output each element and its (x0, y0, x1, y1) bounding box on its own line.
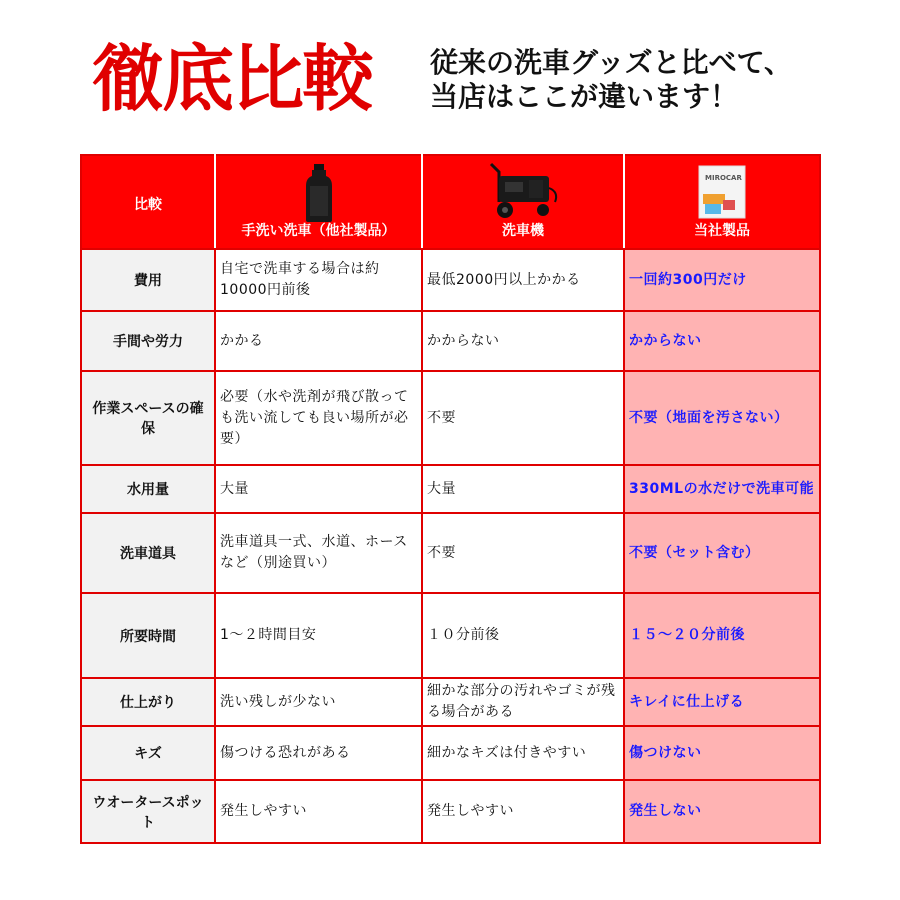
page-subtitle (430, 46, 792, 114)
table-row (81, 780, 820, 843)
our-product-cell: 330MLの水だけで洗車可能 (624, 465, 820, 513)
header-our-product-label: 当社製品 (694, 223, 750, 239)
table-row (81, 726, 820, 780)
product-box-text: MIROCAR (705, 174, 742, 182)
header-hand-wash (215, 155, 422, 249)
table-row (81, 513, 820, 593)
row-label: キズ (81, 726, 215, 780)
table-row (81, 593, 820, 678)
machine-cell: 不要 (422, 371, 624, 465)
machine-cell: 不要 (422, 513, 624, 593)
row-label: 水用量 (81, 465, 215, 513)
pressure-washer-icon (485, 162, 561, 220)
product-box-icon (693, 164, 751, 222)
our-product-cell: かからない (624, 311, 820, 371)
our-product-cell: １５～２０分前後 (624, 593, 820, 678)
our-product-cell: 発生しない (624, 780, 820, 843)
row-label: 所要時間 (81, 593, 215, 678)
hand-wash-cell: 発生しやすい (215, 780, 422, 843)
machine-cell: 発生しやすい (422, 780, 624, 843)
page-header (0, 0, 900, 150)
hand-wash-cell: かかる (215, 311, 422, 371)
comparison-table (80, 154, 821, 844)
hand-wash-cell: 洗い残しが少ない (215, 678, 422, 726)
row-label: 仕上がり (81, 678, 215, 726)
header-hand-wash-label: 手洗い洗車（他社製品） (241, 223, 396, 239)
our-product-cell: キレイに仕上げる (624, 678, 820, 726)
machine-cell: 細かなキズは付きやすい (422, 726, 624, 780)
row-label: 作業スペースの確保 (81, 371, 215, 465)
table-row (81, 249, 820, 311)
header-compare-label: 比較 (134, 197, 162, 213)
machine-cell: 大量 (422, 465, 624, 513)
table-row (81, 465, 820, 513)
table-row (81, 311, 820, 371)
header-machine-label: 洗車機 (502, 223, 544, 239)
machine-cell: １０分前後 (422, 593, 624, 678)
our-product-cell: 傷つけない (624, 726, 820, 780)
header-our-product (624, 155, 820, 249)
row-label: 費用 (81, 249, 215, 311)
table-row (81, 371, 820, 465)
hand-wash-cell: 大量 (215, 465, 422, 513)
our-product-cell: 不要（地面を汚さない） (624, 371, 820, 465)
page-title: 徹底比較 (92, 36, 373, 121)
bottle-icon (304, 164, 334, 222)
header-machine (422, 155, 624, 249)
machine-cell: かからない (422, 311, 624, 371)
hand-wash-cell: 必要（水や洗剤が飛び散っても洗い流しても良い場所が必要） (215, 371, 422, 465)
subtitle-line-1: 従来の洗車グッズと比べて、 (430, 46, 793, 79)
our-product-cell: 不要（セット含む） (624, 513, 820, 593)
table-header-row (81, 155, 820, 249)
hand-wash-cell: 傷つける恐れがある (215, 726, 422, 780)
subtitle-line-2: 当店はここが違います！ (430, 80, 739, 113)
machine-cell: 細かな部分の汚れやゴミが残る場合がある (422, 678, 624, 726)
table-row (81, 678, 820, 726)
hand-wash-cell: 1～２時間目安 (215, 593, 422, 678)
our-product-cell: 一回約300円だけ (624, 249, 820, 311)
row-label: 洗車道具 (81, 513, 215, 593)
row-label: ウオータースポット (81, 780, 215, 843)
row-label: 手間や労力 (81, 311, 215, 371)
header-compare (81, 155, 215, 249)
hand-wash-cell: 洗車道具一式、水道、ホースなど（別途買い） (215, 513, 422, 593)
machine-cell: 最低2000円以上かかる (422, 249, 624, 311)
hand-wash-cell: 自宅で洗車する場合は約10000円前後 (215, 249, 422, 311)
